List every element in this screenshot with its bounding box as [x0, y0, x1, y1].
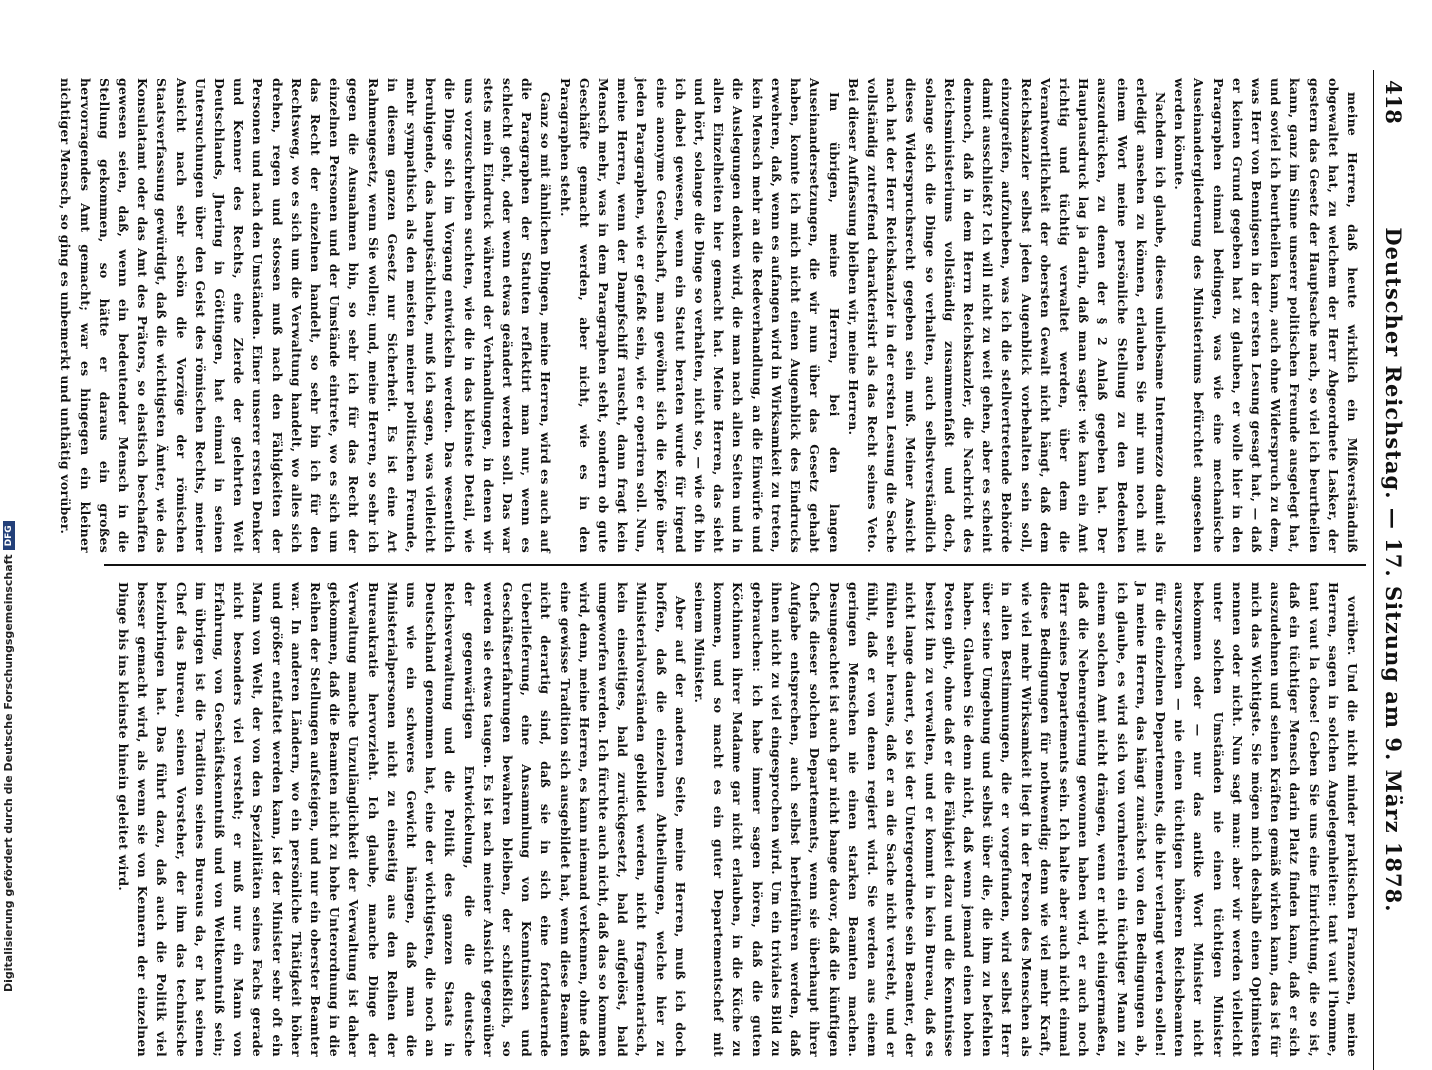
digitization-credit — [2, 521, 15, 992]
scanned-page — [58, 70, 1408, 1070]
right-column — [92, 582, 1362, 1057]
dfg-logo: DFG — [3, 521, 15, 550]
digitization-credit-strip — [0, 0, 20, 1000]
left-paragraph: Ganz so mit ähnlichen Dingen, meine Herren, wird es auch auf die Paragraphen der Statuten reflektirt man nur, wenn es schlecht geht, oder wenn etwas geändert werden soll. Das war stets mein Eindruck während der Verhandlungen, in denen wir uns vorzuschreiben suchten, wie die in das kleinste Detail, wie die Dinge sich im Vorgang entwickeln werden. Das wesentlich beruhigende, das hauptsächliche, muß ich sagen, was vielleicht mehr sympathisch als den meisten meiner politischen Freunde, in diesem ganzen Gesetz nur Sicherheit. Es ist eine Art Rahmengesetz, wenn Sie wollen; und, meine Herren, so sehr ich gegen die Ausnahmen bin, so sehr ich für das Recht der einzelnen Personen und der Umstände eintrete, wo es sich um das Recht der einzelnen handelt, so sehr bin ich für den Rechtsweg, wo es sich um die Verwaltung handelt, wo alles sich drehen, regen und stossen muß nach den Fähigkeiten der Personen und nach den Umständen. Einer unserer ersten Denker und Kenner des Rechts, eine Zierde der gelehrten Welt Deutschlands, Jhering in Göttingen, hat einmal in seinen Untersuchungen über den Geist des römischen Rechts, meiner Ansicht nach sehr schön die Vorzüge der römischen Staatsverfassung gewürdigt, daß die wichtigsten Ämter, wie das Konsulatamt oder das Amt des Prätors, so elastisch beschaffen gewesen seien, daß, wenn ein bedeutender Mensch in die Stellung gekommen, so hätte er daraus ein großes hervorragendes Amt gemacht; war es hingegen ein kleiner nichtiger Mensch, so ging es unbemerkt und unthätig vorüber. — [58, 78, 554, 553]
left-paragraph: meine Herren, daß heute wirklich ein Mißverständniß obgewaltet hat, zu welchem der Herr Abgeordnete Lasker, der gestern das Gesetz der Hauptsache nach, so viel ich beurtheilen kann, ganz im Sinne unserer politischen Freunde ausgelegt hat, und soviel ich beurtheilen kann, auch ohne Widerspruch zu dem, was Herr von Bennigsen in der ersten Lesung gesagt hat, — daß er keinen Grund gegeben hat zu glauben, er wolle hier in den Paragraphen einmal bedingen, was wie eine mechanische Auseinandergliederung des Ministeriums befürchtet angesehen werden könnte. — [1172, 78, 1360, 553]
running-head: Deutscher Reichstag. — 17. Sitzung am 9. März 1878. — [1381, 227, 1406, 913]
column-divider — [104, 564, 1366, 566]
left-paragraph: Im übrigen, meine Herren, bei den langen Auseinandersetzungen, die wir nun über das Gesetz gehabt haben, konnte ich mich nicht einen Augenblick des Eindrucks erwehren, daß, wenn es aufangen wird in Wirksamkeit zu treten, kein Mensch mehr an die Redeverhandlung, an die Einwürfe und die Auslegungen denken wird, die man nach allen Seiten und in allen Einzelheiten hier gemacht hat. Meine Herren, das sieht und hört, solange die Dinge so verhalten, nicht so, — wie oft bin ich dabei gewesen, wenn ein Statut beraten wurde für irgend eine anonyme Gesellschaft, man gewöhnt sich die Köpfe über jeden Paragraphen, wie er gefaßt sein, wie er operiren soll. Nun, meine Herren, wenn der Dampfschiff rauscht, dann fragt kein Mensch mehr, was in dem Paragraphen steht, sondern ob gute Geschäfte gemacht werden, aber nicht, wie es in den Paragraphen steht. — [557, 78, 842, 553]
page-header — [1373, 70, 1408, 1070]
right-paragraph: vorüber. Und die nicht minder praktischen Franzosen, meine Herren, sagen in solchen Angelegenheiten: tant vaut l'homme, tant vaut la chose! Geben Sie uns eine Einrichtung, die so ist, daß ein tüchtiger Mensch darin Platz finden kann, daß er sich auszudehnen und seinen Kräften gemäß wirken kann, das ist für mich das Wichtigste. Sie mögen mich deshalb einen Optimisten nennen oder nicht. Nun sagt man: aber wir werden vielleicht unter solchen Umständen nie einen tüchtigen Minister bekommen oder — nur das antike Wort Minister nicht auszusprechen — nie einen tüchtigen höheren Reichsbeamten für die einzelnen Departements, die hier verlangt werden sollen! Ja meine Herren, das hängt zunächst von den Bedingungen ab, ich glaube, es wird sich von vornherein ein tüchtiger Mann zu einem solchen Amt nicht drängen, wenn er nicht einigermaßen, daß die Nebenregierung gewonnen haben wird, er auch noch Herr seines Departements sein. Ich halte aber auch nicht einmal diese Bedingungen für nothwendig; denn wie viel mehr Kraft, wie viel mehr Wirksamkeit liegt in der Person des Menschen als in allen Bestimmungen, die er vorgefunden, wird selbst Herr über seine Umgebung und selbst über die, die ihm zu befehlen haben. Glauben Sie denn nicht, daß wenn jemand einen hohen Posten gibt, ohne daß er die Fähigkeit dazu und die Kenntnisse besitzt ihn zu verwalten, und er kommt in kein Bureau, daß es nicht lange dauert, so ist der Untergeordnete sein Beamter, der fühlen sehr heraus, daß er an die Sache nicht versteht, und er fühlt, daß er von denen regiert wird. Sie werden aus einem geringen Menschen nie einen starken Beamten machen. Desungeachtet ist auch gar nicht bange davor, daß die künftigen Chefs dieser solchen Departements, wenn sie überhaupt ihrer Aufgabe entsprechen, auch selbst herbeiführen werden, daß ihnen nicht zu viel eingesprochen wird. Um ein triviales Bild zu gebrauchen: ich habe immer sagen hören, daß die guten Köchinnen ihrer Madame gar nicht erlauben, in die Küche zu kommen, und so macht es ein guter Departementschef mit seinem Minister. — [692, 582, 1360, 1057]
right-paragraph: Aber auf der anderen Seite, meine Herren, muß ich doch hoffen, daß die einzelnen Abtheilungen, welche hier zu Ministerialvorständen gebildet werden, nicht fragmentarisch, kein einseitiges, bald zurückgesetzt, bald aufgelöst, bald umgeworfen werden. Ich fürchte auch nicht, daß das so kommen wird, denn, meine Herren, es kann niemand verkennen, ohne daß eine gewisse Tradition sich ausgebildet hat, wenn diese Beamten nicht derartig sind, daß sie in sich eine fortdauernde Ueberlieferung, eine Ansammlung von Kenntnissen und Geschäftserfahrungen bewahren bleiben, der schließlich, so werden sie etwas taugen. Es ist nach meiner Ansicht gegenüber der gegenwärtigen Entwickelung, die die deutsche Reichsverwaltung und die Politik des ganzen Staats in Deutschland genommen hat, eine der wichtigsten, die noch an uns wie ein schweres Gewicht hängen, daß man die Ministerialpersonen nicht zu einseitig aus den Reihen der Bureaukratie hervorzieht. Ich glaube, manche Dinge der Verwaltung manche Unzulänglichkeit der Verwaltung ist daher gekommen, daß die Beamten nicht zu hohe Unterordnung in die Reihen der Stellungen aufsteigen, und nur ein oberster Beamter war. In anderen Ländern, wo ein persönliche Thätigkeit höher und größer entfaltet werden kann, ist der Minister sehr oft ein Mann von Welt, der von den Spezialitäten seines Fachs gerade nicht besonders viel versteht; er muß nur ein Mann von Erfahrung, von Geschäftskenntniß und von Weltkenntniß sein; im übrigen ist die Tradition seines Bureaus da, er hat seinen Chef das Bureau, seinen Vorsteher, der ihm das technische beizubringen hat. Das führt dazu, daß auch die Politik viel besser gemacht wird, als wenn sie von Kennern der einzelnen Dinge bis ins kleinste hinein geleitet wird. — [116, 582, 688, 1057]
left-paragraph: Nachdem ich glaube, dieses unliebsame Intermezzo damit als erledigt ansehen zu können, erlauben Sie mir nun noch mit einem Wort meine persönliche Stellung zu den Bedenken auszudrücken, zu denen der § 2 Anlaß gegeben hat. Der Hauptausdruck lag ja darin, daß man sagte: wie kann ein Amt richtig und tüchtig verwaltet werden, über dem die Verantwortlichkeit der obersten Gewalt nicht hängt, daß dem Reichskanzler selbst jeden Augenblick vorbehalten sein soll, einzugreifen, aufzuheben, was ich die stellvertretende Behörde damit ausschließt? Ich will nicht zu weit gehen, aber es scheint dennoch, daß in dem Herrn Reichskanzler, die Nachricht des Reichsministeriums vollständig zusammenfaßt und doch, solange sich die Dinge so verhalten, auch selbstverständlich dieses Widerspruchsrecht gegeben sein muß. Meiner Ansicht nach hat der Herr Reichskanzler in der ersten Lesung die Sache vollständig zutreffend charakterisirt als das Recht seines Veto. Bei dieser Auffassung bleiben wir, meine Herren. — [845, 78, 1168, 553]
left-column — [58, 78, 1362, 553]
digitization-credit-text: Digitalisierung gefördert durch die Deutsche Forschungsgemeinschaft — [2, 554, 15, 992]
page-number: 418 — [1381, 80, 1406, 124]
